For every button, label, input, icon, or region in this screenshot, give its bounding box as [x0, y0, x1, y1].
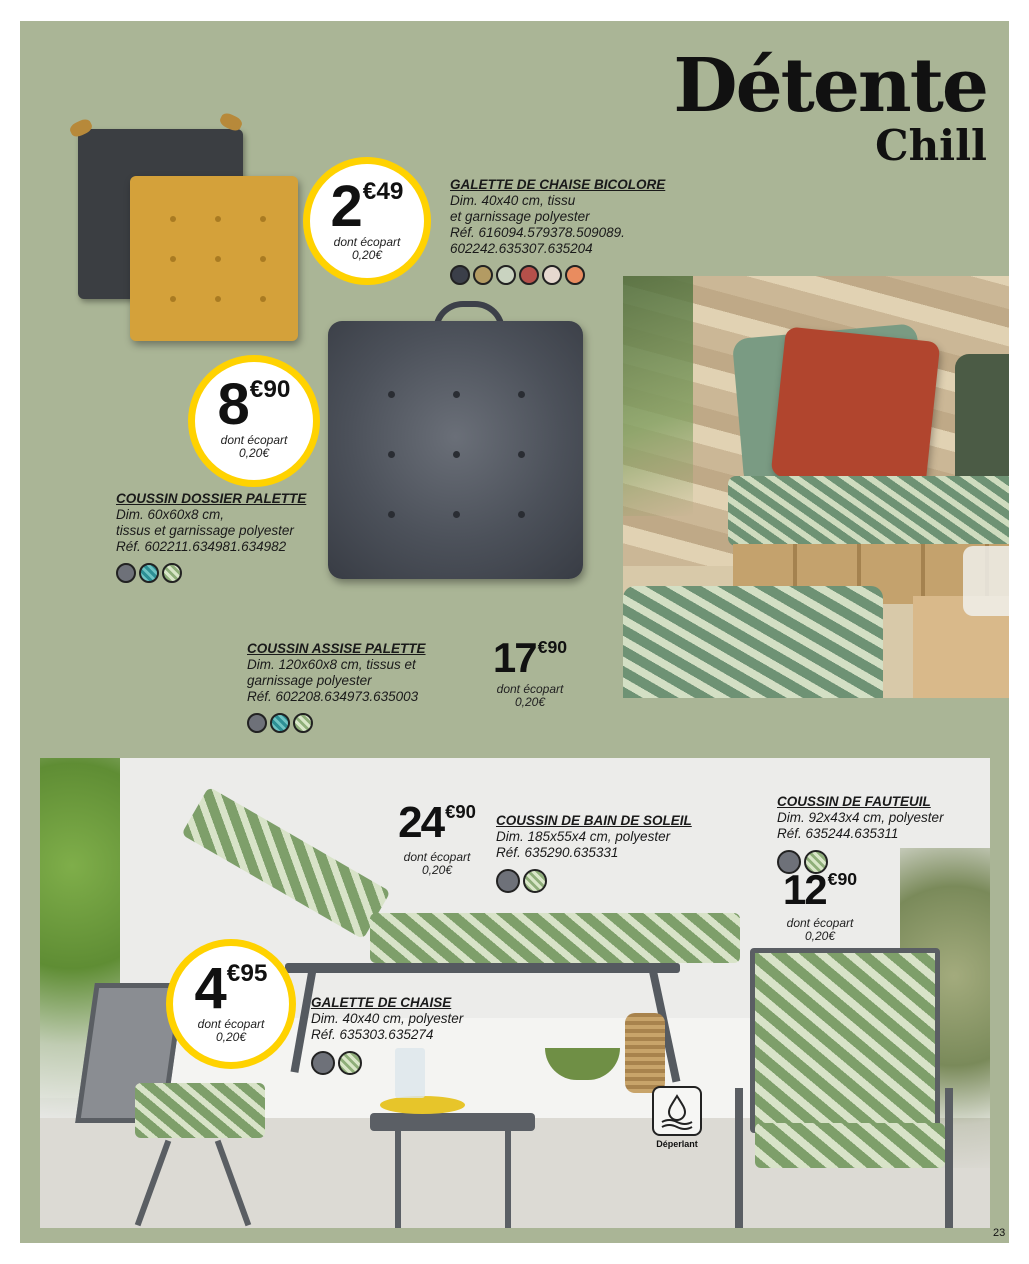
eco-value: 0,20€	[514, 695, 546, 709]
swatch-teal-leaf[interactable]	[139, 563, 159, 583]
product-title: COUSSIN DE BAIN DE SOLEIL	[496, 813, 692, 828]
product-line: Réf. 616094.579378.509089.	[450, 225, 625, 240]
eco-label: dont écopart	[403, 850, 471, 864]
product-line: Dim. 92x43x4 cm, polyester	[777, 810, 944, 825]
cushion-tuft	[388, 511, 395, 518]
price: $8^{€90}$	[217, 372, 291, 437]
cushion-tuft	[388, 451, 395, 458]
price: $4^{€95}$	[194, 956, 268, 1021]
product-coussin-bain	[496, 813, 726, 893]
product-line: 602242.635307.635204	[450, 241, 593, 256]
product-title: COUSSIN ASSISE PALETTE	[247, 641, 426, 656]
mustard-cushion-tuft	[170, 216, 176, 222]
side-table-leg	[505, 1128, 511, 1228]
candle-jar	[963, 546, 1009, 616]
plant-leaves	[623, 276, 693, 516]
product-line: Réf. 602211.634981.634982	[116, 539, 287, 554]
dark-green-pillow	[955, 354, 1009, 494]
product-coussin-dossier	[116, 491, 336, 583]
product-galette-chaise	[311, 995, 511, 1075]
deperlant-badge	[647, 1086, 707, 1149]
eco-value: 0,20€	[351, 248, 383, 262]
eco-label: dont écopart	[496, 682, 564, 696]
eco-label: dont écopart	[197, 1017, 265, 1031]
eco-label: dont écopart	[333, 235, 401, 249]
chair-seat-cushion	[135, 1083, 265, 1138]
color-swatches	[311, 1051, 511, 1075]
eco-value: 0,20€	[215, 1030, 247, 1044]
cushion-tuft	[453, 451, 460, 458]
product-line: Réf. 635290.635331	[496, 845, 619, 860]
cushion-tuft	[518, 511, 525, 518]
mustard-cushion-tuft	[170, 296, 176, 302]
product-title: COUSSIN DE FAUTEUIL	[777, 794, 931, 809]
product-line: Dim. 40x40 cm, polyester	[311, 1011, 464, 1026]
product-line: Réf. 635303.635274	[311, 1027, 434, 1042]
mustard-cushion-tuft	[260, 256, 266, 262]
price-badge-galette-chaise	[166, 939, 296, 1069]
mustard-cushion-tuft	[215, 256, 221, 262]
color-swatches	[247, 713, 467, 733]
product-line: tissus et garnissage polyester	[116, 523, 294, 538]
price: 12 $^{€90}$	[782, 866, 858, 913]
cushion-tuft	[518, 451, 525, 458]
product-line: Dim. 185x55x4 cm, polyester	[496, 829, 671, 844]
eco-value: 0,20€	[421, 863, 453, 877]
product-line: garnissage polyester	[247, 673, 372, 688]
armchair-arm	[735, 1088, 743, 1228]
gray-square-cushion	[328, 321, 583, 579]
mustard-cushion-tuft	[170, 256, 176, 262]
armchair-back-cushion	[750, 948, 940, 1133]
product-title: GALETTE DE CHAISE	[311, 995, 452, 1010]
product-line: Dim. 120x60x8 cm, tissus et	[247, 657, 416, 672]
swatch-teal-leaf[interactable]	[270, 713, 290, 733]
swatch-gray[interactable]	[496, 869, 520, 893]
sun-lounger-cushion-seat	[370, 913, 740, 963]
product-title: COUSSIN DOSSIER PALETTE	[116, 491, 307, 506]
page-number: 23	[993, 1227, 1006, 1239]
mustard-cushion-tuft	[215, 296, 221, 302]
product-galette-bicolore	[450, 177, 680, 285]
eco-label: dont écopart	[786, 916, 854, 930]
eco-label: dont écopart	[220, 433, 288, 447]
swatch-terracotta[interactable]	[519, 265, 539, 285]
price-coussin-fauteuil	[770, 866, 870, 943]
swatch-gray[interactable]	[116, 563, 136, 583]
product-line: Dim. 60x60x8 cm,	[116, 507, 225, 522]
sun-lounger-frame	[285, 963, 680, 973]
headline-subtitle: Chill	[875, 121, 987, 170]
terracotta-pillow	[771, 326, 941, 491]
color-swatches	[496, 869, 726, 893]
armchair-arm	[945, 1088, 953, 1228]
wicker-carafe	[625, 1013, 665, 1093]
product-line: Dim. 40x40 cm, tissu	[450, 193, 576, 208]
armchair-seat-cushion	[755, 1123, 945, 1168]
swatch-green-leaf[interactable]	[162, 563, 182, 583]
swatch-sage[interactable]	[496, 265, 516, 285]
eco-value: 0,20€	[804, 929, 836, 943]
cushion-tuft	[453, 511, 460, 518]
price-coussin-bain	[382, 798, 492, 877]
price: 17 $^{€90}$	[492, 634, 568, 681]
swatch-gray[interactable]	[311, 1051, 335, 1075]
product-line: Réf. 602208.634973.635003	[247, 689, 419, 704]
price-coussin-assise	[470, 634, 590, 709]
swatch-anthracite[interactable]	[450, 265, 470, 285]
product-title: GALETTE DE CHAISE BICOLORE	[450, 177, 666, 192]
deperlant-label: Déperlant	[656, 1139, 698, 1149]
mustard-cushion-tuft	[215, 216, 221, 222]
cushion-tuft	[518, 391, 525, 398]
price: 24 $^{€90}$	[398, 798, 476, 847]
swatch-green-leaf[interactable]	[523, 869, 547, 893]
product-line: et garnissage polyester	[450, 209, 590, 224]
product-coussin-assise	[247, 641, 467, 733]
price: $2^{€49}$	[330, 174, 404, 239]
price-badge-galette-bicolore	[303, 157, 431, 285]
cushion-tuft	[388, 391, 395, 398]
product-line: Réf. 635244.635311	[777, 826, 899, 841]
headline-title: Détente	[673, 43, 987, 129]
side-table-leg	[395, 1128, 401, 1228]
swatch-green-leaf[interactable]	[338, 1051, 362, 1075]
color-swatches	[116, 563, 336, 583]
swatch-gray[interactable]	[247, 713, 267, 733]
water-repellent-icon	[652, 1086, 702, 1136]
leaf-cushion-floor	[623, 586, 883, 698]
eco-value: 0,20€	[238, 446, 270, 460]
swatch-mustard[interactable]	[473, 265, 493, 285]
leaf-cushion-seat	[728, 476, 1009, 546]
cushion-tuft	[453, 391, 460, 398]
product-coussin-fauteuil	[777, 794, 1002, 874]
price-badge-coussin-dossier	[188, 355, 320, 487]
lifestyle-photo-pallet-sofa[interactable]	[623, 276, 1009, 698]
swatch-green-leaf[interactable]	[293, 713, 313, 733]
yellow-plate	[380, 1096, 465, 1114]
mustard-cushion-tuft	[260, 216, 266, 222]
coussin-dossier-image[interactable]	[328, 301, 586, 581]
galette-bicolore-image[interactable]	[70, 121, 280, 351]
page-headline	[673, 43, 987, 170]
mustard-cushion	[130, 176, 298, 341]
swatch-linen[interactable]	[542, 265, 562, 285]
mustard-cushion-tuft	[260, 296, 266, 302]
catalog-page	[20, 21, 1009, 1243]
swatch-orange[interactable]	[565, 265, 585, 285]
